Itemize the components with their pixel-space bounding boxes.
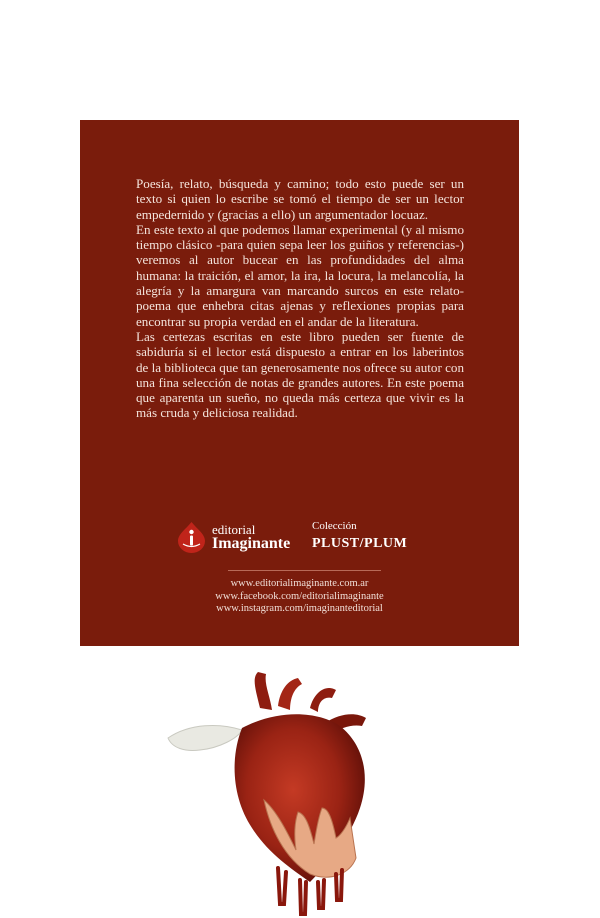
publisher-line-1: editorial: [212, 521, 256, 537]
imaginante-drop-icon: [175, 520, 208, 553]
website-link[interactable]: www.editorialimaginante.com.ar: [230, 578, 369, 589]
publisher-links: [80, 578, 519, 616]
synopsis-text: [136, 176, 464, 421]
publisher-line-2: Imaginante: [212, 534, 291, 552]
vessel-mid: [278, 678, 302, 710]
synopsis-paragraph-3: Las certezas escritas en este libro pueden ser fuente de sabiduría si el lector está dispuesto a entrar en los laberintos de la biblioteca que tan generosamente nos ofrece su autor con una fina selección de notas de grandes autores. En este poema que aparenta un sueño, no queda más certeza que vivir es la más cruda y deliciosa realidad.: [136, 328, 464, 421]
wing-shape: [168, 725, 242, 750]
instagram-link[interactable]: www.instagram.com/imaginanteditorial: [216, 603, 383, 614]
collection-label: Colección: [312, 520, 357, 532]
collection-name: PLUST/PLUM: [312, 536, 408, 551]
vessel-right: [310, 688, 336, 712]
back-cover-panel: [80, 120, 519, 646]
facebook-link[interactable]: www.facebook.com/editorialimaginante: [215, 590, 384, 602]
vessel-left: [255, 672, 272, 710]
publisher-logos: [175, 520, 435, 560]
synopsis-paragraph-1: Poesía, relato, búsqueda y camino; todo esto puede ser un texto si quien lo escribe se tomó el tiempo de ser un lector empedernido y (gracias a ello) un argumentador locuaz.: [136, 176, 464, 222]
editorial-imaginante-logo: [175, 520, 290, 553]
collection-logo: [312, 520, 407, 552]
divider-line: [228, 570, 381, 571]
anatomical-heart-illustration: [160, 668, 450, 918]
synopsis-paragraph-2: En este texto al que podemos llamar experimental (y al mismo tiempo clásico -para quien sepa leer los guiños y referencias-) veremos al autor bucear en las profundidades del alma humana: la traición, el amor, la ira, la locura, la melancolía, la alegría y la amargura van marcando surcos en este relato-poema que enhebra citas ajenas y reflexiones propias para encontrar su propia verdad en el andar de la literatura.: [136, 221, 464, 329]
